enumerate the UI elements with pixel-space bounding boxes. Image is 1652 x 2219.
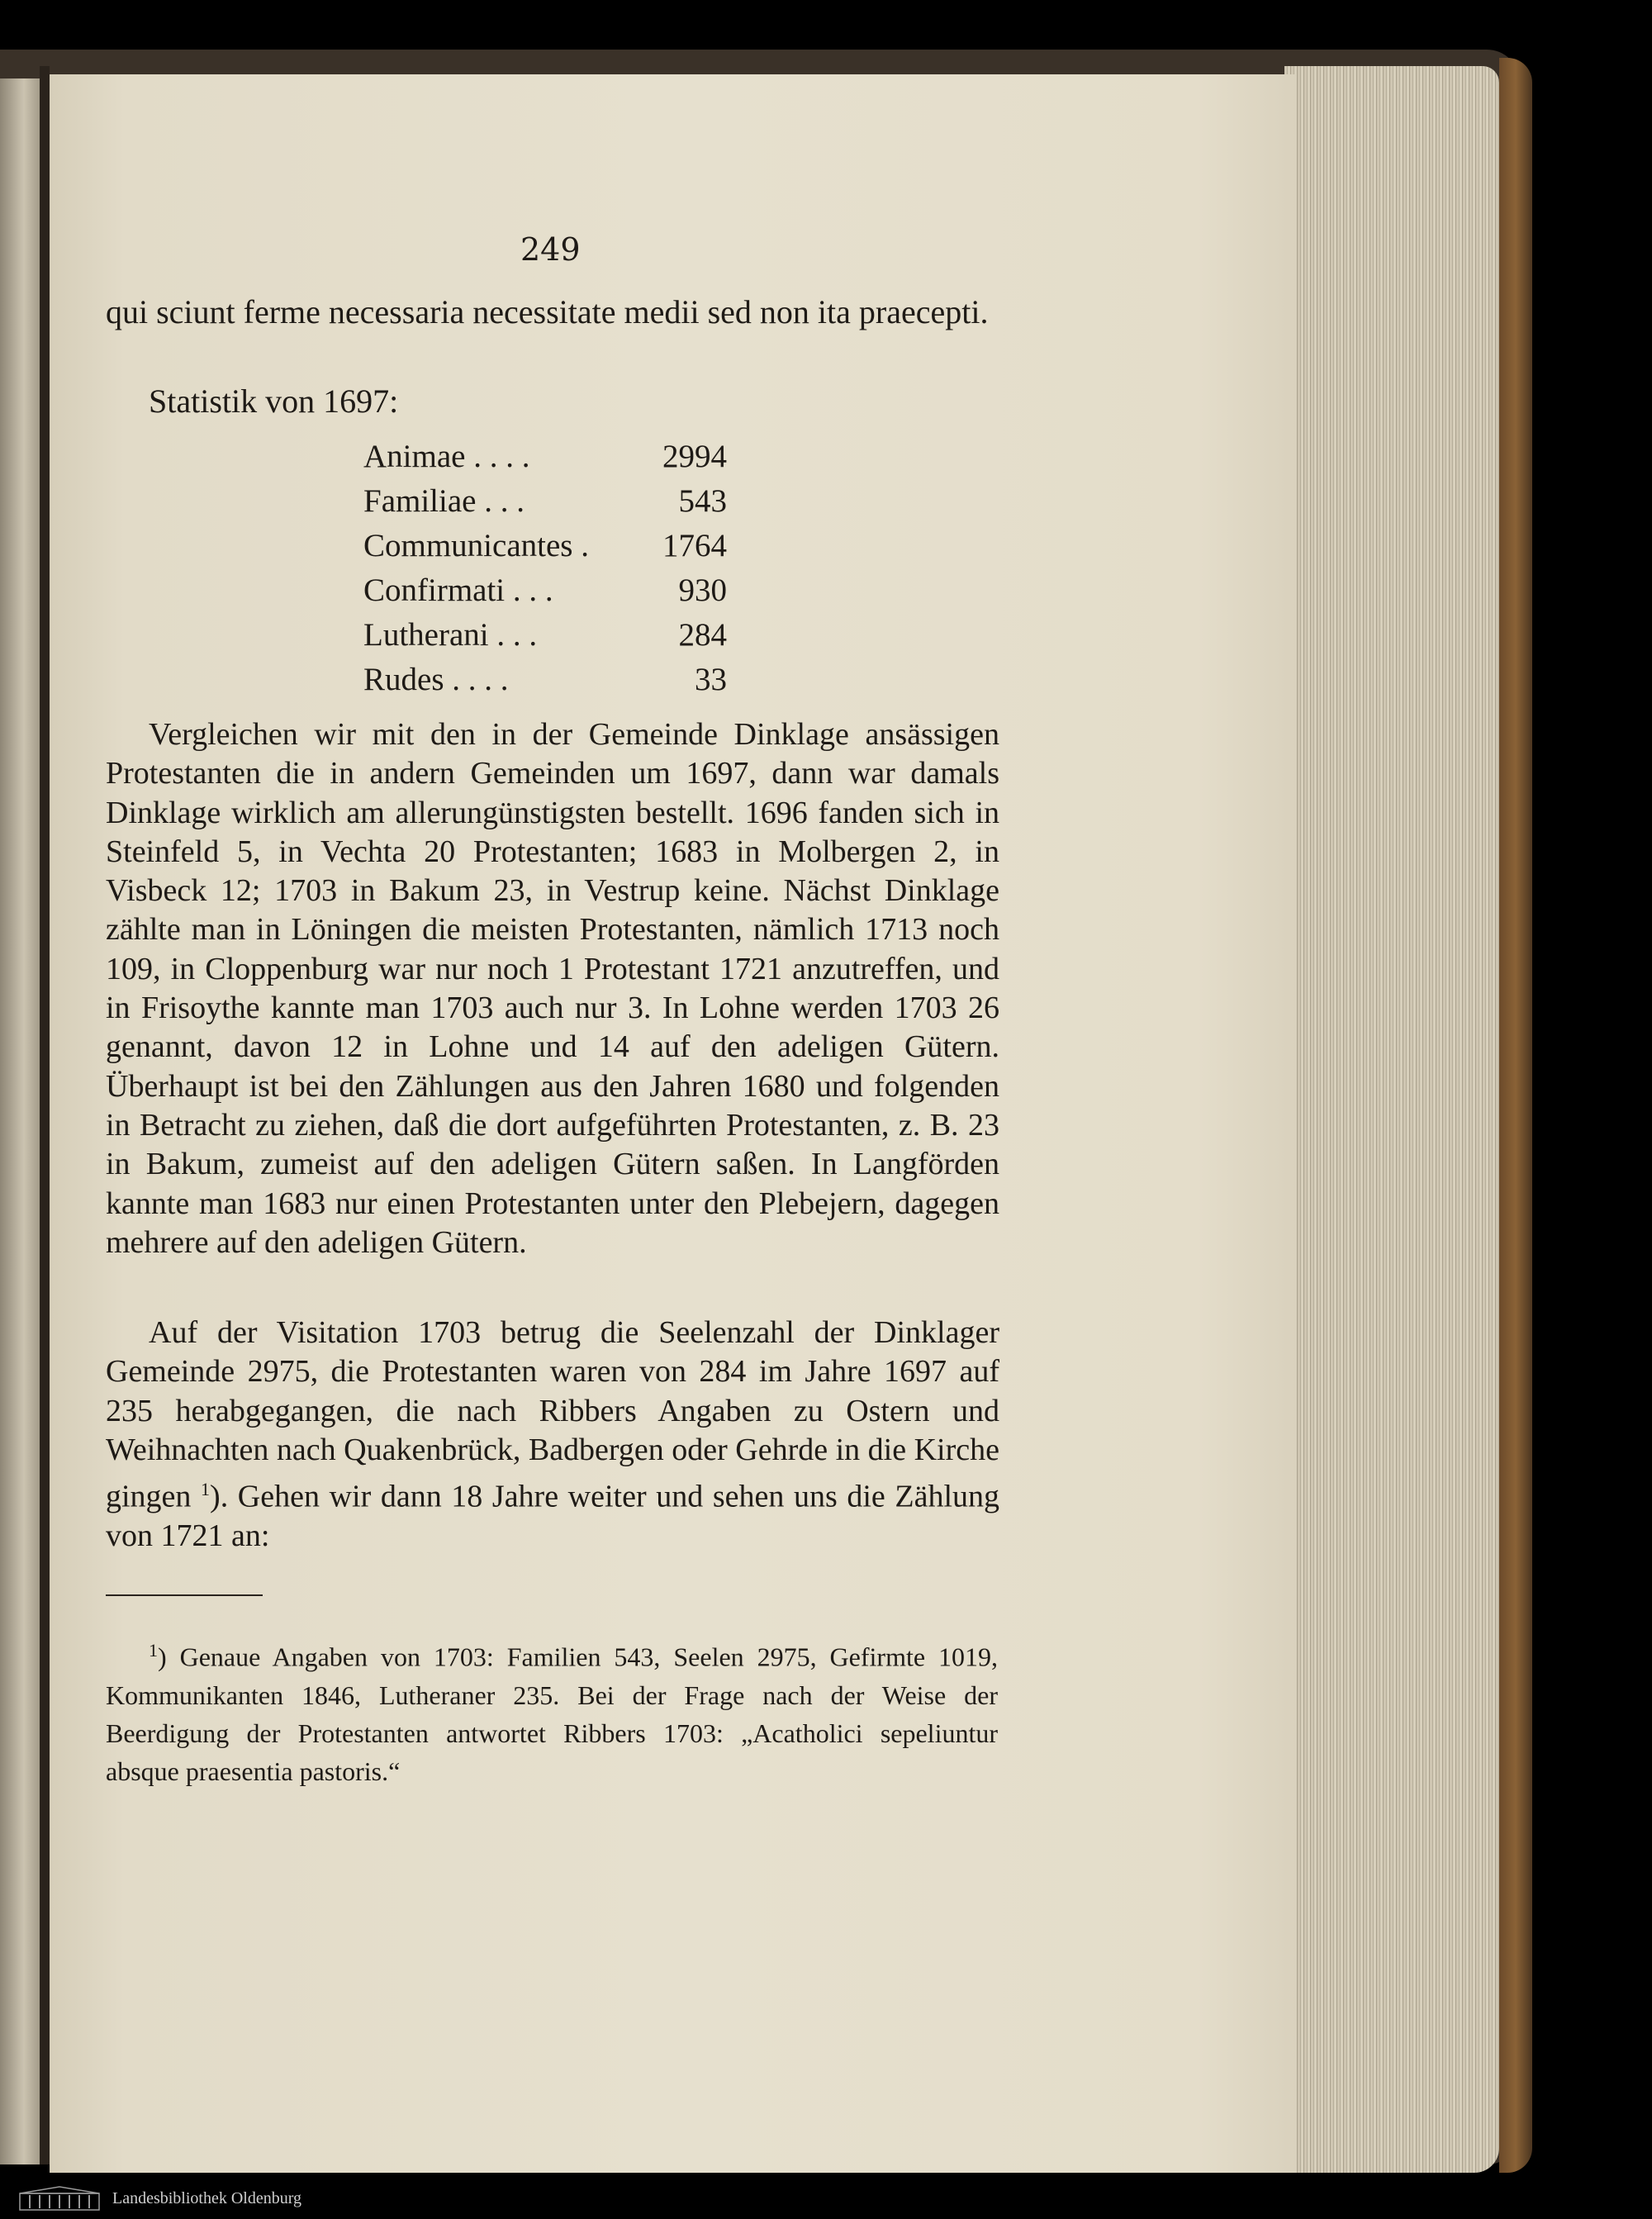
footnote-divider bbox=[106, 1594, 263, 1596]
footnote-text: ) Genaue Angaben von 1703: Familien 543, Seelen 2975, Gefirmte 1019, Kommunikanten 1846, Lutheraner 235. Bei der Frage nach der Weise der Beerdigung der Protestanten antwortet Ribbers 1703: „Acatholici sepeliuntur absque praesentia pastoris.“ bbox=[106, 1642, 998, 1786]
page-number: 249 bbox=[520, 231, 581, 268]
stat-value: 33 bbox=[695, 661, 727, 697]
latin-intro-text: qui sciunt ferme necessaria necessitate medii sed non ita praecepti. bbox=[106, 293, 989, 330]
library-name[interactable]: Landesbibliothek Oldenburg bbox=[112, 2188, 302, 2207]
stat-label: Familiae . . . bbox=[363, 482, 525, 519]
page-stack-edges bbox=[1284, 66, 1499, 2173]
stat-label: Confirmati . . . bbox=[363, 572, 553, 608]
body-paragraph-visitation bbox=[106, 1314, 999, 1556]
book-gutter bbox=[40, 66, 50, 2164]
stat-label: Animae . . . . bbox=[363, 438, 530, 474]
table-row bbox=[363, 568, 727, 612]
paragraph-text: Auf der Visitation 1703 betrug die Seelenzahl der Dinklager Gemeinde 2975, die Protestanten waren von 284 im Jahre 1697 auf 235 herabgegangen, die nach Ribbers Angaben zu Ostern und Weihnachten nach Quakenbrück, Badbergen oder Gehrde in die Kirche gingen bbox=[106, 1315, 999, 1514]
statistics-heading: Statistik von 1697: bbox=[149, 383, 399, 420]
library-building-icon bbox=[18, 2185, 101, 2212]
stat-value: 1764 bbox=[662, 527, 727, 563]
stat-label: Lutherani . . . bbox=[363, 616, 538, 653]
body-paragraph-comparison: Vergleichen wir mit den in der Gemeinde Dinklage ansässigen Protestanten die in andern Gemeinden um 1697, dann war damals Dinklage wirklich am allerungünstigsten bestellt. 1696 fanden sich in Steinfeld 5, in Vechta 20 Protestanten; 1683 in Molbergen 2, in Visbeck 12; 1703 in Bakum 23, in Vestrup keine. Nächst Dinklage zählte man in Löningen die meisten Protestanten, nämlich 1713 noch 109, in Cloppenburg war nur noch 1 Protestant 1721 anzutreffen, und in Frisoythe kannte man 1703 auch nur 3. In Lohne werden 1703 26 genannt, davon 12 in Lohne und 14 auf den adeligen Gütern. Überhaupt ist bei den Zählungen aus den Jahren 1680 und folgenden in Betracht zu ziehen, daß die dort aufgeführten Protestanten, z. B. 23 in Bakum, zumeist auf den adeligen Gütern saßen. In Langförden kannte man 1683 nur einen Protestanten unter den Plebejern, dagegen mehrere auf den adeligen Gütern. bbox=[106, 717, 999, 1260]
cover-spine-edge bbox=[1499, 58, 1532, 2173]
table-row bbox=[363, 612, 727, 657]
statistics-table bbox=[363, 434, 727, 701]
table-row bbox=[363, 478, 727, 523]
footnote-reference[interactable]: 1 bbox=[201, 1479, 211, 1500]
stat-value: 284 bbox=[678, 616, 727, 653]
left-page-edge bbox=[0, 78, 40, 2164]
stat-label: Communicantes . bbox=[363, 527, 589, 563]
stat-value: 2994 bbox=[662, 438, 727, 474]
library-footer-bar bbox=[0, 2178, 1652, 2219]
footnote-mark: 1 bbox=[149, 1640, 158, 1661]
stat-value: 543 bbox=[678, 482, 727, 519]
table-row bbox=[363, 657, 727, 701]
stat-label: Rudes . . . . bbox=[363, 661, 509, 697]
stat-value: 930 bbox=[678, 572, 727, 608]
table-row bbox=[363, 523, 727, 568]
footnote bbox=[106, 1632, 998, 1790]
paragraph-text: ). Gehen wir dann 18 Jahre weiter und sehen uns die Zählung von 1721 an: bbox=[106, 1479, 1000, 1554]
table-row bbox=[363, 434, 727, 478]
